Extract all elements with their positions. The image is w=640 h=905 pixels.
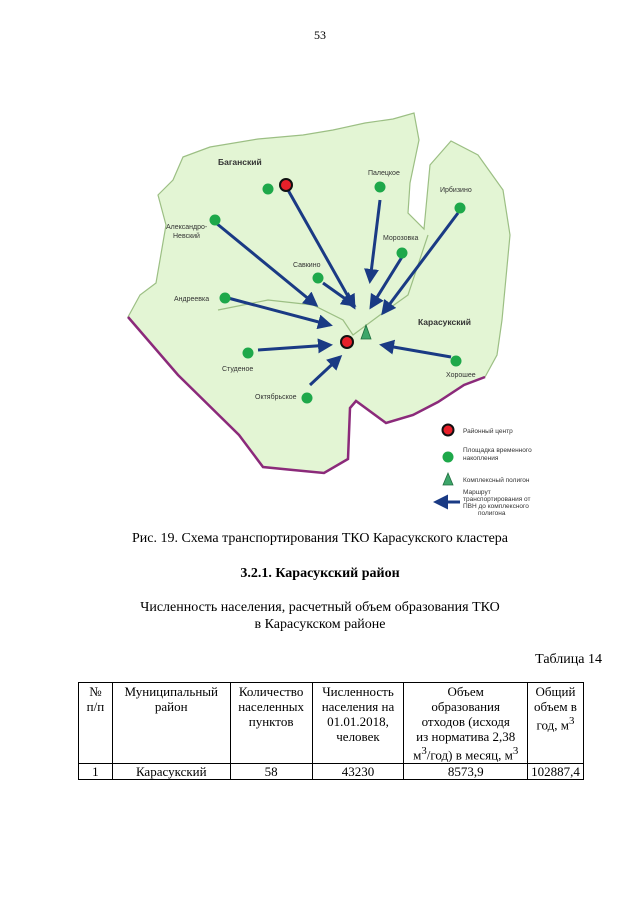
settlement-label-morozovka: Морозовка	[383, 235, 419, 242]
map-legend	[436, 425, 532, 516]
storage-point	[210, 215, 221, 226]
district-center-marker	[280, 179, 292, 191]
settlement-label-irbizino: Ирбизино	[440, 187, 472, 194]
table-header-row	[79, 683, 584, 764]
figure-caption: Рис. 19. Схема транспортирования ТКО Карасукского кластера	[131, 531, 509, 546]
header-population: Численность населения на 01.01.2018, человек	[312, 683, 404, 764]
district-label-karasuksky: Карасукский	[418, 317, 471, 327]
cluster-transport-map	[118, 95, 578, 515]
cell-district: Карасукский	[112, 764, 230, 780]
settlement-label-savkino: Савкино	[293, 262, 321, 269]
legend-route-label-4: полигона	[478, 510, 506, 515]
cell-settlements: 58	[230, 764, 312, 780]
storage-point	[455, 203, 466, 214]
table-title-line-1: Численность населения, расчетный объем образования ТКО	[140, 600, 500, 615]
legend-district-center-icon	[443, 425, 454, 436]
header-monthly-volume: Объем образования отходов (исходя из норматива 2,38 $м^3/год$) в месяц, $м^3$	[404, 683, 528, 764]
settlement-label-aleksandro-nevsky-1: Александро-	[166, 224, 208, 231]
legend-route-label-2: транспортирования от	[463, 496, 531, 503]
legend-storage-icon	[443, 452, 454, 463]
population-waste-table	[78, 682, 584, 780]
storage-point	[263, 184, 274, 195]
cell-monthly-volume: 8573,9	[404, 764, 528, 780]
settlement-label-oktyabrskoe: Октябрьское	[255, 394, 297, 401]
cell-population: 43230	[312, 764, 404, 780]
cell-annual-volume: 102887,4	[527, 764, 583, 780]
storage-point	[243, 348, 254, 359]
storage-point	[313, 273, 324, 284]
storage-point	[375, 182, 386, 193]
header-num: № п/п	[79, 683, 113, 764]
legend-landfill-label: Комплексный полигон	[463, 477, 530, 484]
table-title-line-2: в Карасукском районе	[254, 617, 386, 632]
header-district: Муниципальный район	[112, 683, 230, 764]
district-center-marker	[341, 336, 353, 348]
storage-point	[302, 393, 313, 404]
legend-route-label-1: Маршрут	[463, 489, 491, 496]
land-area	[128, 113, 510, 473]
section-heading: 3.2.1. Карасукский район	[240, 566, 400, 581]
settlement-label-palestsovo: Палецкое	[368, 170, 400, 177]
page-number: 53	[314, 28, 326, 42]
table-row	[79, 764, 584, 780]
settlement-label-studenoe: Студеное	[222, 366, 254, 373]
settlement-label-khoroshee: Хорошее	[446, 372, 476, 379]
district-label-bagansky: Баганский	[218, 157, 262, 167]
settlement-label-aleksandro-nevsky-2: Невский	[173, 233, 200, 240]
header-annual-volume: Общий объем в год, $м^3$	[527, 683, 583, 764]
header-settlements: Количество населенных пунктов	[230, 683, 312, 764]
legend-landfill-icon	[443, 473, 453, 485]
legend-storage-label-2: накопления	[463, 455, 499, 462]
table-title	[0, 599, 640, 633]
storage-point	[220, 293, 231, 304]
settlement-label-andreevka: Андреевка	[174, 296, 210, 303]
legend-route-label-3: ПВН до комплексного	[463, 503, 529, 510]
storage-point	[397, 248, 408, 259]
storage-point	[451, 356, 462, 367]
legend-district-center-label: Районный центр	[463, 428, 513, 435]
legend-storage-label-1: Площадка временного	[463, 447, 532, 454]
table-label: Таблица 14	[535, 652, 602, 667]
cell-num: 1	[79, 764, 113, 780]
